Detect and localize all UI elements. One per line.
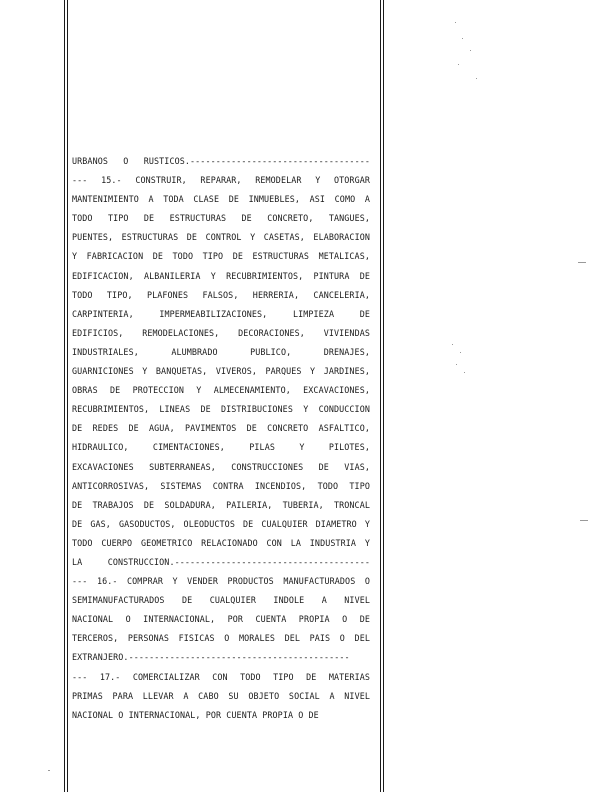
text-line: DE GAS, GASODUCTOS, OLEODUCTOS DE CUALQUIER DIAMETRO Y xyxy=(72,518,370,529)
text-line: LA CONSTRUCCION.-------------------------------------- xyxy=(72,556,370,567)
text-line: OBRAS DE PROTECCION Y ALMECENAMIENTO, EXCAVACIONES, xyxy=(72,385,370,396)
right-margin-rule-inner xyxy=(383,0,384,792)
text-line: TERCEROS, PERSONAS FISICAS O MORALES DEL PAIS O DEL xyxy=(72,633,370,644)
text-line: SEMIMANUFACTURADOS DE CUALQUIER INDOLE A NIVEL xyxy=(72,595,370,606)
text-line: NACIONAL O INTERNACIONAL, POR CUENTA PROPIA O DE xyxy=(72,614,370,625)
text-line: MANTENIMIENTO A TODA CLASE DE INMUEBLES, ASI COMO A xyxy=(72,194,370,205)
text-line: DE REDES DE AGUA, PAVIMENTOS DE CONCRETO ASFALTICO, xyxy=(72,423,370,434)
text-line: TODO TIPO DE ESTRUCTURAS DE CONCRETO, TANGUES, xyxy=(72,213,370,224)
text-line: HIDRAULICO, CIMENTACIONES, PILAS Y PILOTES, xyxy=(72,442,370,453)
scan-speck xyxy=(48,770,50,771)
text-line: Y FABRICACION DE TODO TIPO DE ESTRUCTURAS METALICAS, xyxy=(72,251,370,262)
text-line: URBANOS O RUSTICOS.----------------------------------- xyxy=(72,156,370,166)
text-line: ANTICORROSIVAS, SISTEMAS CONTRA INCENDIOS, TODO TIPO xyxy=(72,480,370,491)
scan-speck xyxy=(580,520,588,521)
text-line: INDUSTRIALES, ALUMBRADO PUBLICO, DRENAJES, xyxy=(72,346,370,357)
text-line: CARPINTERIA, IMPERMEABILIZACIONES, LIMPIEZA DE xyxy=(72,308,370,319)
right-margin-rule-outer xyxy=(380,0,381,792)
scan-speck xyxy=(476,78,477,79)
left-margin-rule-inner xyxy=(67,0,68,792)
scan-speck xyxy=(460,352,461,353)
scan-speck xyxy=(456,364,457,365)
scan-speck xyxy=(464,372,465,373)
text-line: --- 15.- CONSTRUIR, REPARAR, REMODELAR Y OTORGAR xyxy=(72,175,370,186)
text-line: --- 16.- COMPRAR Y VENDER PRODUCTOS MANUFACTURADOS O xyxy=(72,576,370,587)
left-margin-rule-outer xyxy=(64,0,65,792)
document-body xyxy=(72,152,370,725)
scan-speck xyxy=(462,38,463,39)
text-line: --- 17.- COMERCIALIZAR CON TODO TIPO DE MATERIAS xyxy=(72,671,370,682)
text-line: EDIFICIOS, REMODELACIONES, DECORACIONES, VIVIENDAS xyxy=(72,327,370,338)
scan-speck xyxy=(452,344,453,345)
scan-speck xyxy=(455,22,456,23)
text-line: GUARNICIONES Y BANQUETAS, VIVEROS, PARQUES Y JARDINES, xyxy=(72,366,370,377)
text-line: NACIONAL O INTERNACIONAL, POR CUENTA PROPIA O DE xyxy=(72,709,319,720)
text-line: PUENTES, ESTRUCTURAS DE CONTROL Y CASETAS, ELABORACION xyxy=(72,232,370,243)
scan-speck xyxy=(578,262,586,263)
scan-speck xyxy=(458,64,459,65)
scan-speck xyxy=(470,50,471,51)
text-line: PRIMAS PARA LLEVAR A CABO SU OBJETO SOCIAL A NIVEL xyxy=(72,690,370,701)
text-line: TODO CUERPO GEOMETRICO RELACIONADO CON LA INDUSTRIA Y xyxy=(72,537,370,548)
text-line: EDIFICACION, ALBANILERIA Y RECUBRIMIENTOS, PINTURA DE xyxy=(72,270,370,281)
text-line: EXTRANJERO.------------------------------------------- xyxy=(72,652,350,663)
text-line: TODO TIPO, PLAFONES FALSOS, HERRERIA, CANCELERIA, xyxy=(72,289,370,300)
text-line: EXCAVACIONES SUBTERRANEAS, CONSTRUCCIONES DE VIAS, xyxy=(72,461,370,472)
text-line: DE TRABAJOS DE SOLDADURA, PAILERIA, TUBERIA, TRONCAL xyxy=(72,499,370,510)
text-line: RECUBRIMIENTOS, LINEAS DE DISTRIBUCIONES Y CONDUCCION xyxy=(72,404,370,415)
